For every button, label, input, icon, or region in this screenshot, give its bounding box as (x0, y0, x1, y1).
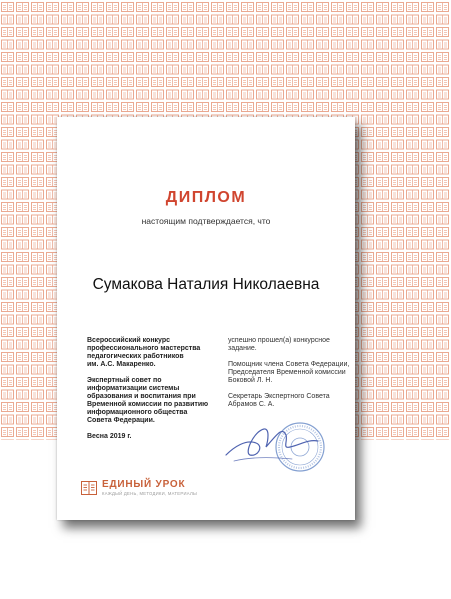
text-line: информационного общества (87, 409, 188, 416)
contest-info (87, 337, 209, 449)
recipient-name: Сумакова Наталия Николаевна (92, 276, 320, 293)
left-column-paragraph (87, 377, 209, 425)
diploma-sheet (57, 117, 355, 520)
edinyi-urok-logo (81, 479, 231, 501)
text-line: Всероссийский конкурс (87, 337, 171, 344)
result-and-signatories (228, 337, 353, 417)
text-line: педагогических работников (87, 353, 184, 360)
right-column-paragraph (228, 393, 353, 409)
text-line: Временной комиссии по развитию (87, 401, 209, 408)
right-column-paragraph (228, 337, 353, 353)
text-line: Экспертный совет по (87, 377, 162, 384)
text-line: профессионального мастерства (87, 345, 201, 352)
text-line: Абрамов С. А. (228, 401, 275, 408)
text-line: информатизации системы (87, 385, 180, 392)
signature-and-stamp (220, 417, 330, 479)
signature-icon (226, 429, 318, 455)
text-line: им. А.С. Макаренко. (87, 361, 156, 368)
text-line: задание. (228, 345, 257, 352)
text-line: образования и воспитания при (87, 393, 196, 400)
text-line: Секретарь Экспертного Совета (228, 393, 330, 400)
right-column-paragraph (228, 361, 353, 385)
text-line: Боковой Л. Н. (228, 377, 273, 384)
diploma-subtitle: настоящим подтверждается, что (141, 216, 271, 226)
text-line: успешно прошел(а) конкурсное (228, 337, 330, 344)
text-line: Помощник члена Совета Федерации, (228, 361, 350, 368)
text-line: Весна 2019 г. (87, 433, 132, 440)
logo-name: ЕДИНЫЙ УРОК (102, 479, 186, 490)
left-column-paragraph (87, 433, 205, 441)
logo-tagline: КАЖДЫЙ ДЕНЬ, МЕТОДИКИ, МАТЕРИАЛЫ (102, 491, 198, 496)
text-line: Совета Федерации. (87, 417, 155, 424)
text-line: Председателя Временной комиссии (228, 369, 346, 376)
book-logo-icon (81, 481, 97, 495)
left-column-paragraph (87, 337, 205, 369)
stamp-icon (276, 423, 324, 471)
diploma-title: ДИПЛОМ (165, 189, 247, 206)
